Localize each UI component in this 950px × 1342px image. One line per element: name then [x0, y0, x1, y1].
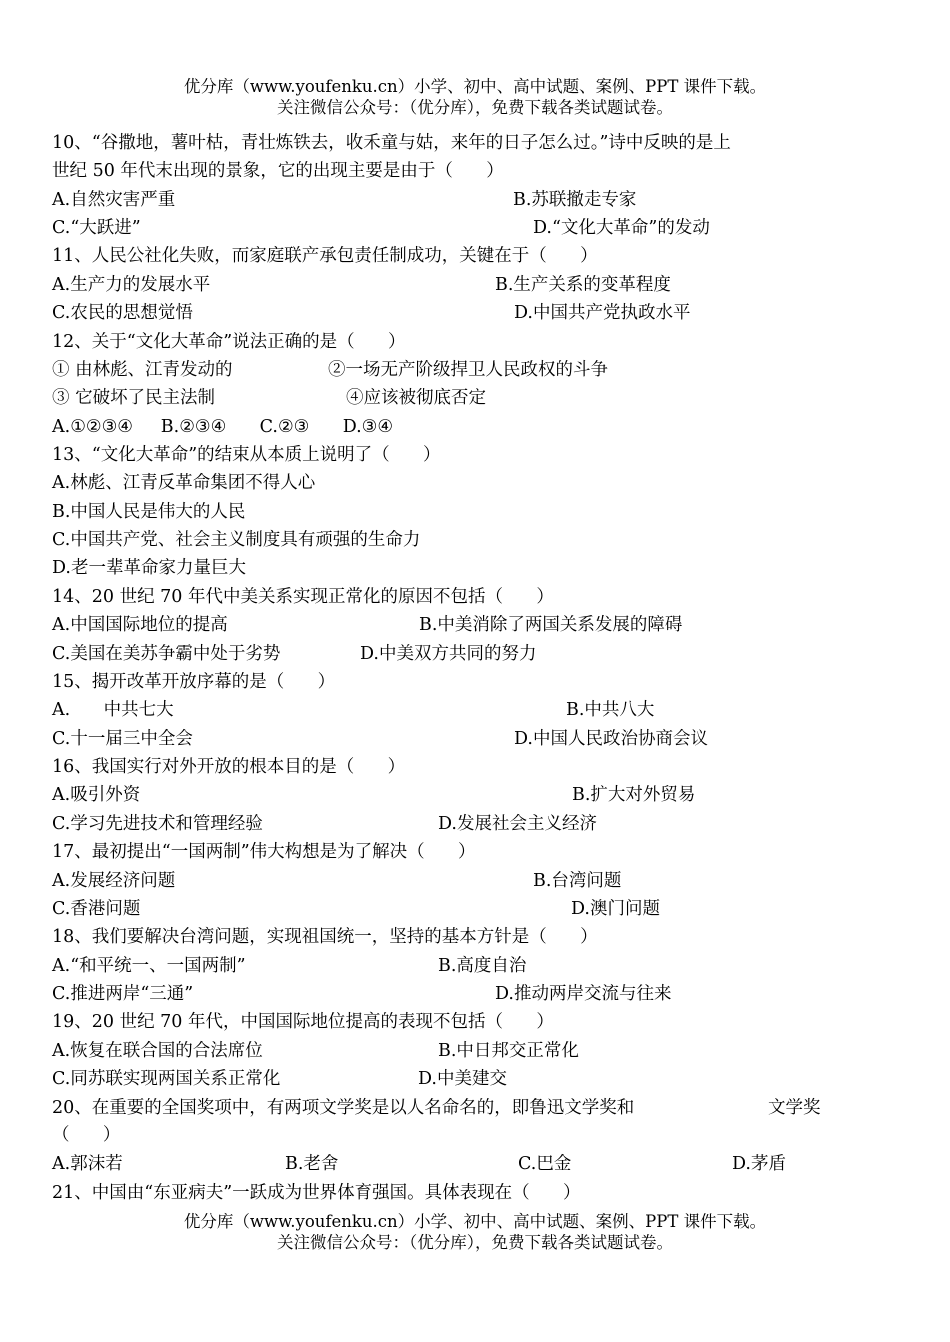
q20-stem-line-1: 20、在重要的全国奖项中，有两项文学奖是以人名命名的，即鲁迅文学奖和 — [52, 1098, 635, 1118]
q17-option-c: C.香港问题 — [52, 899, 141, 919]
q13-stem: 13、“文化大革命”的结束从本质上说明了（ ） — [52, 445, 441, 465]
q11-option-c: C.农民的思想觉悟 — [52, 303, 193, 323]
q17-option-b: B.台湾问题 — [533, 871, 622, 891]
q10-stem-line-2: 世纪 50 年代末出现的景象，它的出现主要是由于（ ） — [52, 161, 504, 181]
q13-option-a: A.林彪、江青反革命集团不得人心 — [52, 473, 316, 493]
q20-stem-line-2: （ ） — [52, 1125, 121, 1145]
q21-stem: 21、中国由“东亚病夫”一跃成为世界体育强国。具体表现在（ ） — [52, 1183, 581, 1203]
q11-option-a: A.生产力的发展水平 — [52, 275, 211, 295]
q18-option-a: A.“和平统一、一国两制” — [52, 956, 246, 976]
q15-option-a: A. 中共七大 — [52, 700, 174, 720]
q15-option-d: D.中国人民政治协商会议 — [514, 729, 708, 749]
q17-stem: 17、最初提出“一国两制”伟大构想是为了解决（ ） — [52, 842, 476, 862]
q19-option-a: A.恢复在联合国的合法席位 — [52, 1041, 263, 1061]
q10-option-d: D.“文化大革命”的发动 — [533, 218, 710, 238]
footer-line-1: 优分库（www.youfenku.cn）小学、初中、高中试题、案例、PPT 课件下载。 — [183, 1212, 767, 1231]
q11-option-b: B.生产关系的变革程度 — [495, 275, 671, 295]
q19-stem: 19、20 世纪 70 年代，中国国际地位提高的表现不包括（ ） — [52, 1012, 554, 1032]
q20-option-a: A.郭沫若 — [52, 1154, 123, 1174]
q14-option-c: C.美国在美苏争霸中处于劣势 — [52, 644, 281, 664]
q19-option-b: B.中日邦交正常化 — [438, 1041, 579, 1061]
q16-option-a: A.吸引外资 — [52, 785, 141, 805]
q15-stem: 15、揭开改革开放序幕的是（ ） — [52, 672, 336, 692]
q12-stem: 12、关于“文化大革命”说法正确的是（ ） — [52, 332, 406, 352]
q14-option-d: D.中美双方共同的努力 — [360, 644, 537, 664]
q20-option-d: D.茅盾 — [732, 1154, 786, 1174]
q19-option-c: C.同苏联实现两国关系正常化 — [52, 1069, 281, 1089]
q12-statement-1: ① 由林彪、江青发动的 — [52, 360, 233, 380]
q16-stem: 16、我国实行对外开放的根本目的是（ ） — [52, 757, 406, 777]
q11-stem: 11、人民公社化失败，而家庭联产承包责任制成功，关键在于（ ） — [52, 246, 598, 266]
q18-option-b: B.高度自治 — [438, 956, 527, 976]
header-line-2: 关注微信公众号：（优分库），免费下载各类试题试卷。 — [277, 98, 673, 117]
q11-option-d: D.中国共产党执政水平 — [514, 303, 691, 323]
q10-option-b: B.苏联撤走专家 — [513, 190, 637, 210]
q12-options: A.①②③④ B.②③④ C.②③ D.③④ — [52, 417, 394, 437]
q19-option-d: D.中美建交 — [418, 1069, 507, 1089]
q16-option-d: D.发展社会主义经济 — [438, 814, 597, 834]
footer-line-2: 关注微信公众号：（优分库），免费下载各类试题试卷。 — [277, 1233, 673, 1252]
q20-option-b: B.老舍 — [285, 1154, 339, 1174]
q14-option-b: B.中美消除了两国关系发展的障碍 — [419, 615, 683, 635]
q12-statement-4: ④应该被彻底否定 — [346, 388, 486, 408]
q13-option-d: D.老一辈革命家力量巨大 — [52, 558, 246, 578]
q15-option-b: B.中共八大 — [566, 700, 655, 720]
q10-option-a: A.自然灾害严重 — [52, 190, 176, 210]
q17-option-d: D.澳门问题 — [571, 899, 660, 919]
q10-option-c: C.“大跃进” — [52, 218, 141, 238]
q20-stem-blank-suffix: 文学奖 — [768, 1098, 821, 1118]
q17-option-a: A.发展经济问题 — [52, 871, 176, 891]
q18-option-c: C.推进两岸“三通” — [52, 984, 194, 1004]
q18-stem: 18、我们要解决台湾问题，实现祖国统一，坚持的基本方针是（ ） — [52, 927, 598, 947]
q10-stem-line-1: 10、“谷撒地，薯叶枯，青壮炼铁去，收禾童与姑，来年的日子怎么过。”诗中反映的是上 — [52, 133, 731, 153]
q16-option-c: C.学习先进技术和管理经验 — [52, 814, 263, 834]
q13-option-b: B.中国人民是伟大的人民 — [52, 502, 246, 522]
q12-statement-3: ③ 它破坏了民主法制 — [52, 388, 216, 408]
q14-option-a: A.中国国际地位的提高 — [52, 615, 228, 635]
q18-option-d: D.推动两岸交流与往来 — [495, 984, 672, 1004]
q20-option-c: C.巴金 — [518, 1154, 572, 1174]
q13-option-c: C.中国共产党、社会主义制度具有顽强的生命力 — [52, 530, 421, 550]
header-line-1: 优分库（www.youfenku.cn）小学、初中、高中试题、案例、PPT 课件下载。 — [183, 77, 767, 96]
q12-statement-2: ②一场无产阶级捍卫人民政权的斗争 — [328, 360, 608, 380]
q15-option-c: C.十一届三中全会 — [52, 729, 193, 749]
q14-stem: 14、20 世纪 70 年代中美关系实现正常化的原因不包括（ ） — [52, 587, 554, 607]
q16-option-b: B.扩大对外贸易 — [572, 785, 696, 805]
